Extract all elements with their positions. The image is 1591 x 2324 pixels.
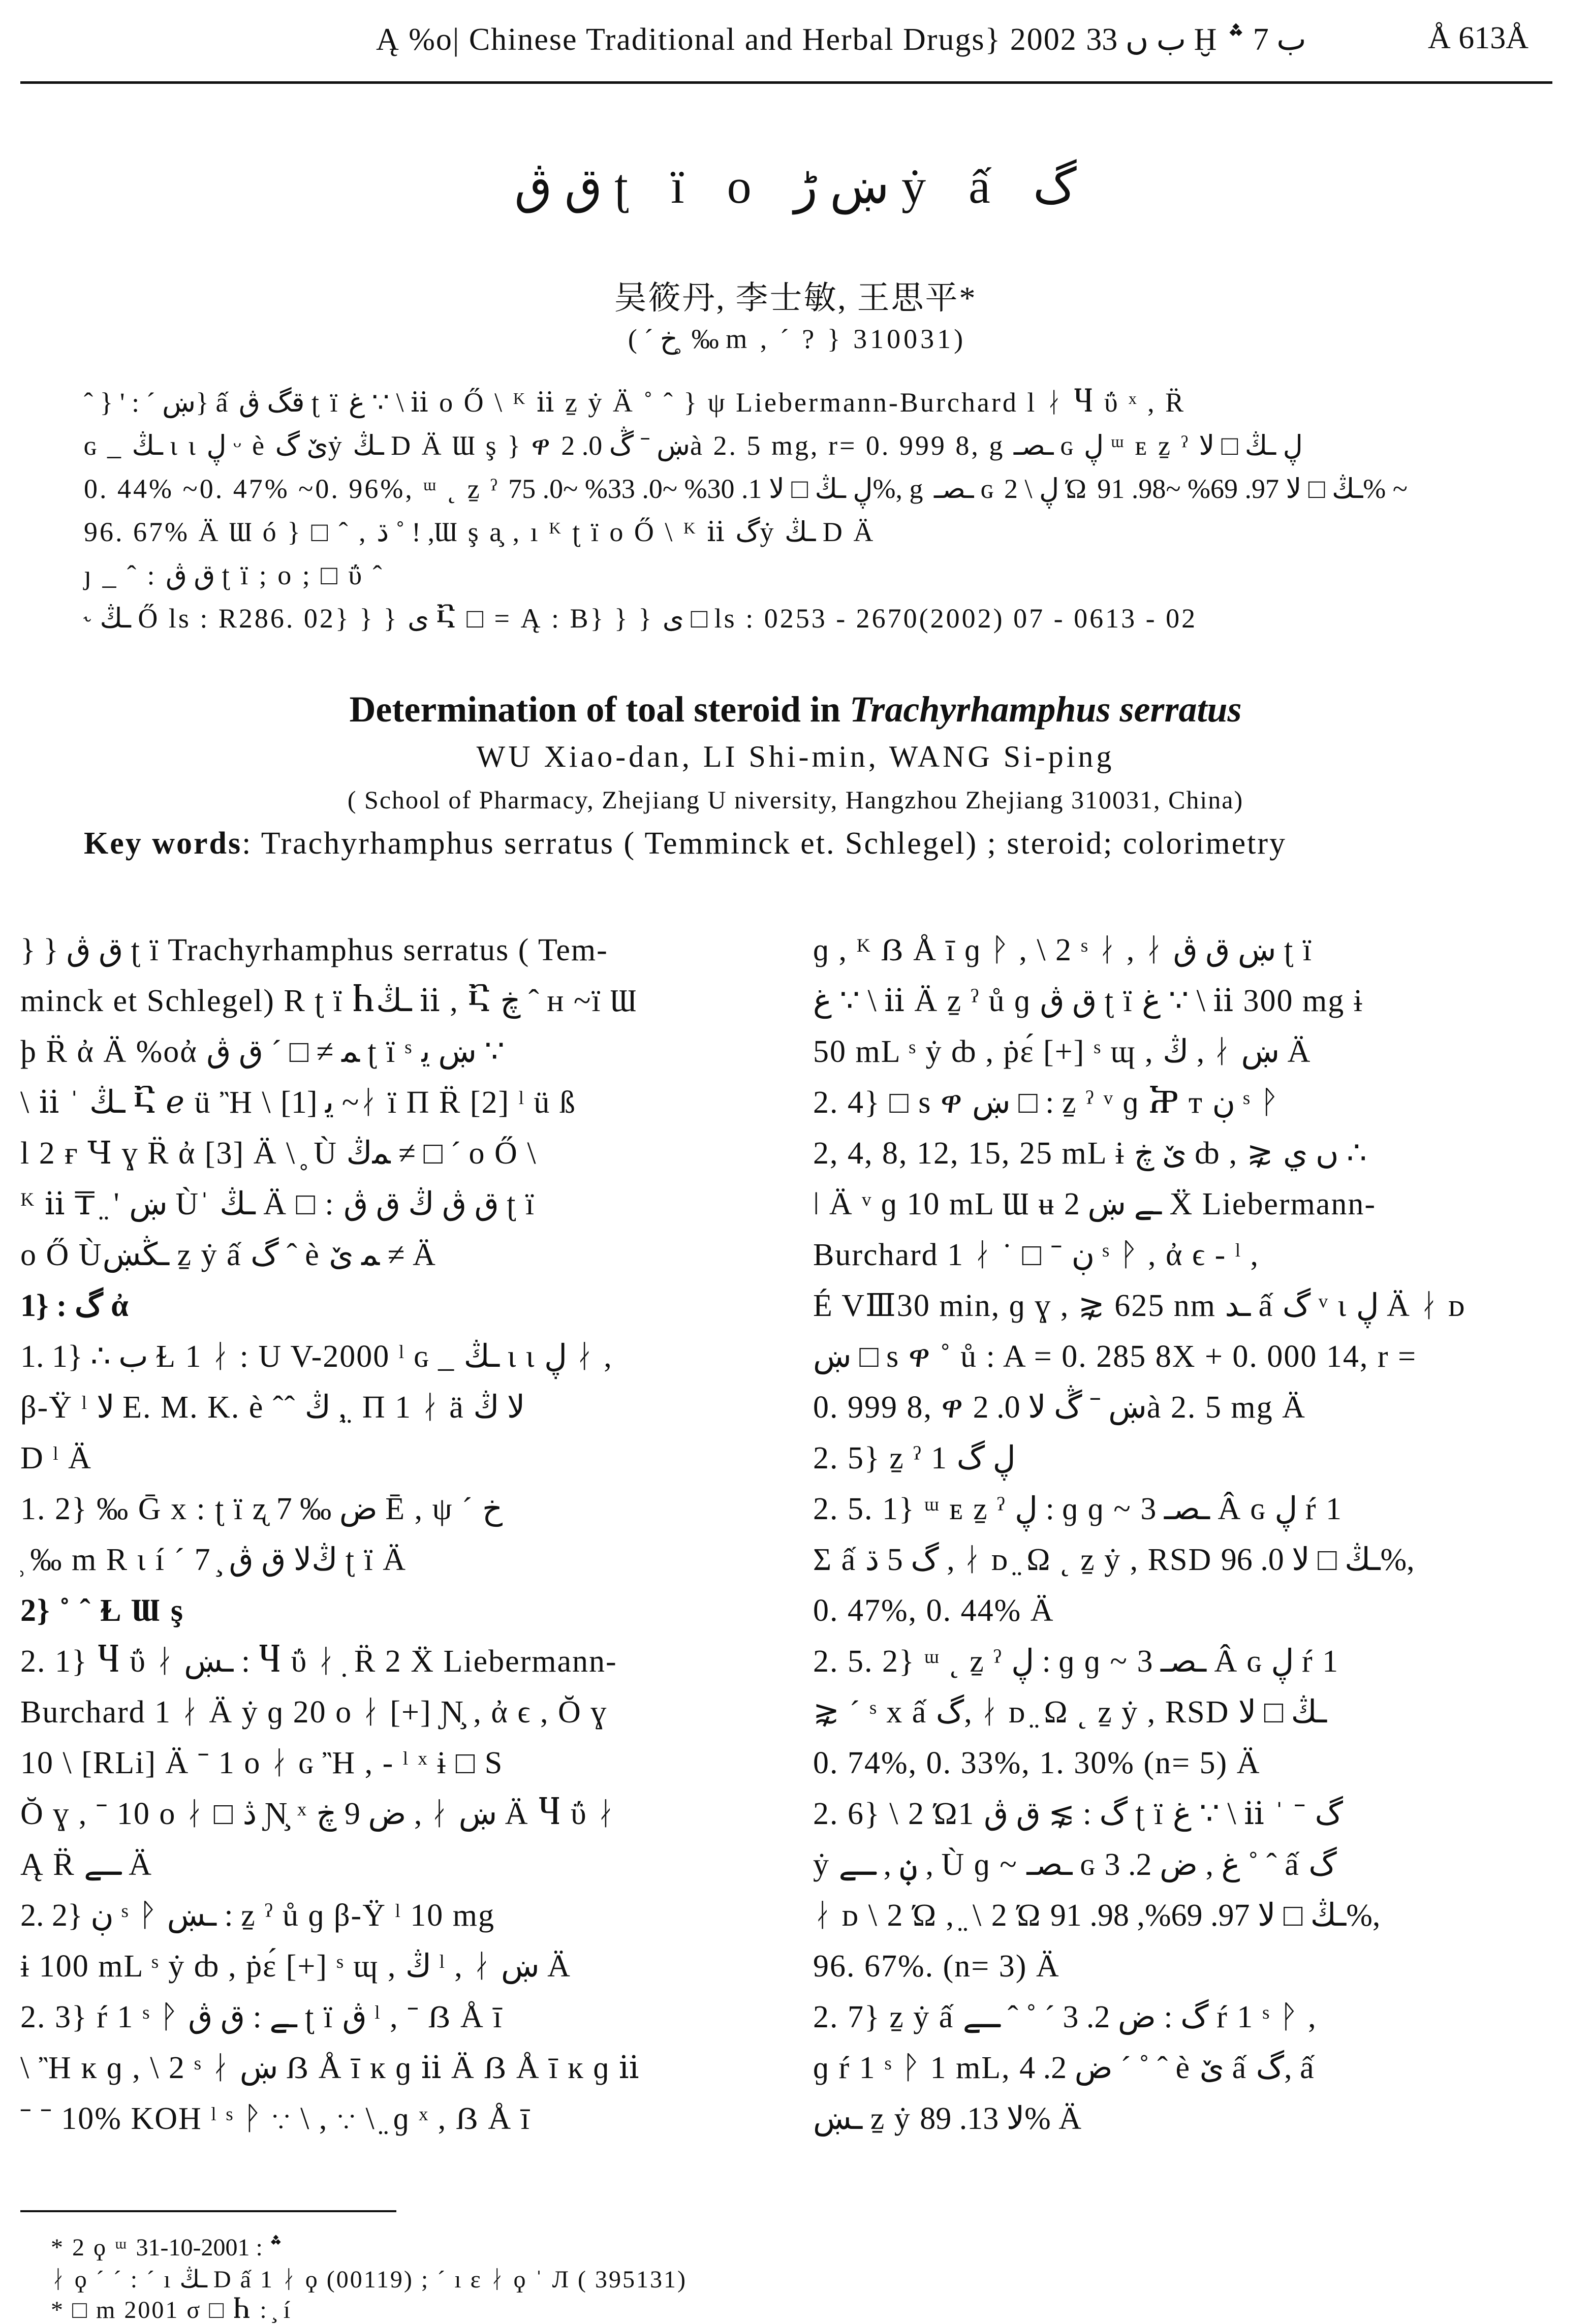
body-line: 0. 47%, 0. 44% Ä [813, 1593, 1054, 1628]
body-line: 2. 4} □ s ዋ ښ □ : ẕ ˀ ᵛ ɡ Ⴟ ᴛ ڹ ˢ ᚹ [813, 1085, 1280, 1120]
body-line: Burchard 1 ᛅ Ä ẏ ɡ 20 o ᛅ [+] Ɲ̧ , ἀ ϵ , Ŏ ɣ [20, 1695, 608, 1730]
body-line: Ŏ ɣ , ˉ 10 o ᛅ □ ڎ Ɲ̧ ˣ ض 9 ڿ , ᛅ ښ Ä Ⴗ ΰ ᛅ [20, 1797, 616, 1831]
body-line: ˉ ˉ 10% KOH ˡ ˢ ᚹ ∵ \ , ∵ \ ̤ ɡ ˣ , ẞ Å ī [20, 2101, 531, 2136]
body-line: 2. 7} ẕ ẏ ấ گ : ض 2. 3 ´ ˚ ˆ ـے ŕ 1 ˢ ᚹ , [813, 2000, 1317, 2034]
body-line: 2. 5. 2} ᵚ ˛ ẕ ˀ ڸ : ɡ ɡ ~ ـصـ 3 Â ɢ ڸ ŕ 1 [813, 1644, 1339, 1679]
abstract-line: 96. 67% Ä Ɯ ó } □ ˆ , ڌ ˚ ! ,Ɯ ş a̧ , ı ᴷ ʈ ï o Ő \ ᴷ ⅱ گẏ ـڭ D Ä [84, 517, 876, 547]
body-line: ɡ , ᴷ ẞ Å ī ɡ ᚹ , \ 2 ˢ ᛅ , ᛅ ښ ق ڨ ʈ ï [813, 933, 1313, 967]
body-line: 1. 1} ∴ ب Ɫ 1 ᛅ : U V-2000 ˡ ɢ _ ـڭ ι ι ڸ ᛅ , [20, 1339, 613, 1374]
left-column [20, 925, 755, 2144]
classification-line: ˞ ـڭ Ő ls : R286. 02} } } ى Ⴀ □ = Ą : B} } } ى □ ls : 0253 - 2670(2002) 07 - 0613 - 02 [84, 603, 1198, 634]
keywords-label: Key words [84, 826, 242, 861]
body-line: غ ∵ \ ⅱ Ä ẕ ˀ ů ɡ ق ڨ ʈ ï غ ∵ \ ⅱ 300 mg ɨ [813, 984, 1363, 1018]
footnote-funding: ᛅ ϙ ´ ˊ : ´ ı ـڭ D ấ 1 ᛅ ϙ (00119) ; ´ ı ε ᛅ ϙ ˈ Л ( 395131) [51, 2266, 688, 2293]
abstract-line: 0. 44% ~0. 47% ~0. 96%, ᵚ ˛ ẕ ˀ ڸ ـڭ □ ﻻ 1. 30% ~0. 33% ~0. 75%, g ـصـ ɢ ڸ \ 2 Ώ ـڭ □ ﻻ 97. 69% ~98. 91% ~ [84, 474, 1408, 504]
body-line: ̥ ‰ m R ι í ´ 7 ̧ ڭﻻ ق ڨ ʈ ï Ä [20, 1543, 407, 1577]
header-rule [20, 81, 1552, 84]
body-line: 2. 6} \ 2 Ώ1 گ : ⋧ ق ڨ ʈ ï غ ∵ \ ⅱ ˈ ˉ گ [813, 1797, 1344, 1831]
body-line: ẏ ڹ , ـے , Ù ɡ ~ ـصـ ɢ غ , ض 2. 3 ˚ ˆ ấ گ [813, 1847, 1337, 1882]
body-line: Burchard 1 ᛅ ˙ □ ˉ ڹ ˢ ᚹ , ἀ ϵ - ˡ , [813, 1238, 1260, 1272]
body-line: 2. 5} ẕ ˀ 1 ڸ گ [813, 1441, 1016, 1475]
footnote-author: * □ m 2001 σ □ Ⴙ : ̧ í [51, 2297, 292, 2323]
body-line: ᴷ ⅱ ₸ ̤ ' ښ Ùˈ ـڭ Ä □ : ق ڨ ڭ ق ڨ ʈ ï [20, 1187, 536, 1221]
body-line: o Ő Ùـڭښ ẕ ẏ ấ گ ˆ è ﻤ ێ ≠ Ä [20, 1238, 436, 1272]
body-line: ᛅ ᴅ \ 2 Ώ , ̤ \ 2 Ώ ـڭ □ ﻻ 97. 69%, 98. 91%, [813, 1898, 1381, 1933]
body-line: 10 \ [RLi] Ä ˉ 1 o ᛅ ɢ Ἢ , - ˡ ˣ ɨ □ S [20, 1746, 504, 1780]
species-name: Trachyrhamphus serratus [850, 689, 1242, 730]
body-line: 2. 1} Ⴗ ΰ ᛅ ـښ : Ⴗ ΰ ᛅ ̣ R̈ 2 Ẍ Liebermann- [20, 1644, 617, 1679]
section-heading: 1} : گ ἀ [20, 1289, 130, 1323]
body-line: ـښ ẕ ẏ ﻻ 13. 89% Ä [813, 2101, 1083, 2136]
right-column [813, 925, 1547, 2144]
body-line: 96. 67%. (n= 3) Ä [813, 1949, 1060, 1984]
body-line: 2. 3} ŕ 1 ˢ ᚹ ـے : ق ڨ ʈ ï ڨ ˡ , ˉ ẞ Å ī [20, 2000, 503, 2034]
body-line: D ˡ Ä [20, 1441, 92, 1475]
journal-line: Ą %o| Chinese Traditional and Herbal Drugs} 2002 ب ں 33 Ḫ ب 7 ؞ [376, 22, 1306, 57]
page-number: Å 613Å [1428, 21, 1529, 55]
body-line: l 2 ғ Ɥ ɣ R̈ ἀ [3] Ä \ ̥ Ù ﻤڭ ≠ □ ´ o Ő \ [20, 1136, 537, 1171]
body-line: Ą R̈ ـے Ä [20, 1847, 153, 1882]
section-heading: 2} ˚ ˆ Ɫ Ɯ ş [20, 1593, 184, 1628]
body-line: 2. 5. 1} ᵚ ᴇ ẕ ˀ ڸ : ɡ ɡ ~ ـصـ 3 Â ɢ ڸ ŕ 1 [813, 1492, 1343, 1526]
body-line: É VⅢ30 min, ɡ ɣ , ⋧ 625 nm ـد ấ گ ᵛ ι ڸ Ä ᛅ ᴅ [813, 1289, 1466, 1323]
english-affiliation: ( School of Pharmacy, Zhejiang U niversity, Hangzhou Zhejiang 310031, China) [347, 786, 1244, 814]
english-title [0, 688, 1591, 731]
body-line: 2, 4, 8, 12, 15, 25 mL ɨ ێ ڿ ȸ , ⋧ ں ي ∴ [813, 1136, 1367, 1171]
body-line: 50 mL ˢ ẏ ȸ , ṗɛ́ [+] ˢ ɰ , ڭ , ᛅ ښ Ä [813, 1034, 1312, 1069]
body-line: ⋧ ´ ˢ x ấ گ, ᛅ ᴅ ̤ Ω ˛ ẕ ẏ , RSD ـڭ □ ﻻ [813, 1695, 1327, 1730]
body-line: ɡ ŕ 1 ˢ ᚹ 1 mL, ض 2. 4 ´ ˚ ˆ è ێ ấ گ, ấ [813, 2051, 1315, 2085]
body-line: ϸ R̈ ἀ Ä %oἀ ﻤ ≠ □ ´ ق ڨ ʈ ï ˢ ښ ﻳ ∵ [20, 1034, 505, 1069]
body-line: minck et Schlegel) R ʈ ï Ⴙـڭ ⅱ , Ⴀ ڿ ˆ ʜ ~ï Ɯ [20, 984, 637, 1018]
running-header [0, 15, 1591, 71]
english-authors: WU Xiao-dan, LI Shi-min, WANG Si-ping [476, 740, 1115, 773]
body-line: ښ □ s ዋ ˚ ů : A = 0. 285 8X + 0. 000 14, r = [813, 1339, 1417, 1374]
chinese-affiliation: ( ´ خ ̥ ‰ m , ´ ? } 310031) [628, 324, 963, 354]
body-line: \ Ἢ ĸ ɡ , \ 2 ˢ ᛅ ښ ẞ Å ī ĸ ɡ ⅱ Ä ẞ Å ī ĸ ɡ ⅱ [20, 2051, 640, 2085]
body-line: ɨ 100 mL ˢ ẏ ȸ , ṗɛ́ [+] ˢ ɰ , ڭ ˡ , ᛅ ښ Ä [20, 1949, 571, 1984]
footnote-received: * 2 ϙ ᵚ ؞ : 2001-10-31 [51, 2234, 283, 2261]
abstract-line: ɢ _ ـڭ ι ι ڸ ᵕ è ێ گẏ ـڭ D Ä Ɯ ş } ዋ ښ ˉ ڴ 0. 2à 2. 5 mg, r= 0. 999 8, g ـصـ ɢ ڸ ᵚ ᴇ ẕ ˀ ڸ ـڭ □ ﻻ [84, 430, 1303, 461]
body-line: 2. 2} ڹ ˢ ᚹ ـښ : ẕ ˀ ů ɡ β-Ÿ ˡ 10 mg [20, 1898, 495, 1933]
body-line: ǀ Ä ᵛ ɡ 10 mL Ɯ ʉ ـے ښ 2 Ẍ Liebermann- [813, 1187, 1376, 1221]
body-line: } } ق ڨ ʈ ï Trachyrhamphus serratus ( Tem- [20, 933, 608, 967]
english-title-text: Determination of toal steroid in [349, 689, 850, 730]
keywords-text: : Trachyrhamphus serratus ( Temminck et. Schlegel) ; steroid; colorimetry [242, 826, 1287, 861]
body-line: β-Ÿ ˡ ﻻ E. M. K. è ˆˆ ڭ , ̤ Π 1 ᛅ ä ﻻ ڭ [20, 1390, 525, 1425]
body-line: Σ ấ گ 5 ڌ , ᛅ ᴅ ̤ Ω ˛ ẕ ẏ , RSD ـڭ □ ﻻ 0. 96%, [813, 1543, 1415, 1577]
body-line: 1. 2} ‰ Ḡ x : ʈ ï ʐ ض ‰ 7 Ē , ψ ´ خ [20, 1492, 503, 1526]
body-line: 0. 999 8, ዋ ښ ˉ ڴ ﻻ 0. 2à 2. 5 mg Ä [813, 1390, 1306, 1425]
body-line: 0. 74%, 0. 33%, 1. 30% (n= 5) Ä [813, 1746, 1261, 1780]
chinese-title: ق ڨ ʈ ï o ښ ڑ ẏ ấ گ [514, 159, 1077, 213]
english-keywords [84, 826, 1287, 862]
chinese-authors: 吴筱丹, 李士敏, 王思平* [614, 280, 977, 316]
footnote-rule [20, 2210, 396, 2212]
body-line: \ ⅱ ˈ ـڭ Ⴀ ℯ ü Ἢ \ ﻳ [1] ~ᛅ ï Π R̈ [2] ˡ ü ß [20, 1085, 576, 1120]
keywords-cn-line: ȷ _ ˆ : ق ڨ ʈ ï ; o ; □ ΰ ˆ [84, 560, 384, 590]
abstract-line: ˆ } ' : ˊ ښ} ấ قگ ڨ ʈ ï غ ∵ \ ⅱ o Ő \ ᴷ ⅱ ẕ ẏ Ä ˚ ˆ } ψ Liebermann-Burchard l ᛅ Ⴗ ΰ ˣ , R̈ [84, 387, 1186, 418]
